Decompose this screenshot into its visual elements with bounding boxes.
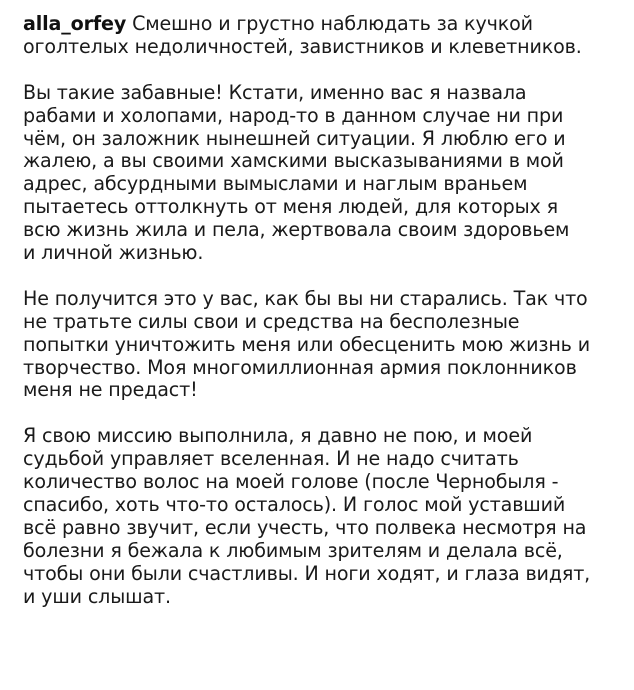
paragraph-line: адрес, абсурдными вымыслами и наглым враньем xyxy=(23,172,528,196)
paragraph-line: жалею, а вы своими хамскими высказываниями в мой xyxy=(23,149,564,173)
caption-line xyxy=(23,13,623,36)
paragraph-line: рабами и холопами, народ-то в данном случае ни при xyxy=(23,103,564,127)
caption-line: оголтелых недоличностей, завистников и клеветников. xyxy=(23,34,582,58)
paragraph-line: Я свою миссию выполнила, я давно не пою, и моей xyxy=(23,424,533,448)
paragraph-line: меня не предаст! xyxy=(23,378,198,402)
paragraph-line: судьбой управляет вселенная. И не надо считать xyxy=(23,447,519,471)
post-caption xyxy=(23,0,623,608)
paragraph-line: чтобы они были счастливы. И ноги ходят, и глаза видят, xyxy=(23,561,591,585)
paragraph-line: болезни я бежала к любимым зрителям и делала всё, xyxy=(23,538,563,562)
paragraph-line: спасибо, хоть что-то осталось). И голос мой уставший xyxy=(23,493,566,517)
paragraph-line: чём, он заложник нынешней ситуации. Я люблю его и xyxy=(23,126,566,150)
paragraph-line: творчество. Моя многомиллионная армия поклонников xyxy=(23,355,577,379)
caption-text: Смешно и грустно наблюдать за кучкой xyxy=(132,12,533,35)
paragraph-line: не тратьте силы свои и средства на бесполезные xyxy=(23,309,520,333)
paragraph-line: попытки уничтожить меня или обесценить мою жизнь и xyxy=(23,332,590,356)
paragraph-line: и уши слышат. xyxy=(23,584,171,608)
paragraph-line: и личной жизнью. xyxy=(23,241,204,265)
paragraph-line: количество волос на моей голове (после Чернобыля - xyxy=(23,470,559,494)
paragraph-line: Не получится это у вас, как бы вы ни старались. Так что xyxy=(23,286,588,310)
paragraph-line: всю жизнь жила и пела, жертвовала своим здоровьем xyxy=(23,218,570,242)
paragraph-1 xyxy=(23,82,623,265)
paragraph-3 xyxy=(23,425,623,608)
paragraph-line: пытаетесь оттолкнуть от меня людей, для которых я xyxy=(23,195,558,219)
caption-intro xyxy=(23,13,623,59)
paragraph-line: всё равно звучит, если учесть, что полвека несмотря на xyxy=(23,515,587,539)
paragraph-2 xyxy=(23,288,623,402)
username-link[interactable]: alla_orfey xyxy=(23,12,127,35)
paragraph-line: Вы такие забавные! Кстати, именно вас я назвала xyxy=(23,80,527,104)
